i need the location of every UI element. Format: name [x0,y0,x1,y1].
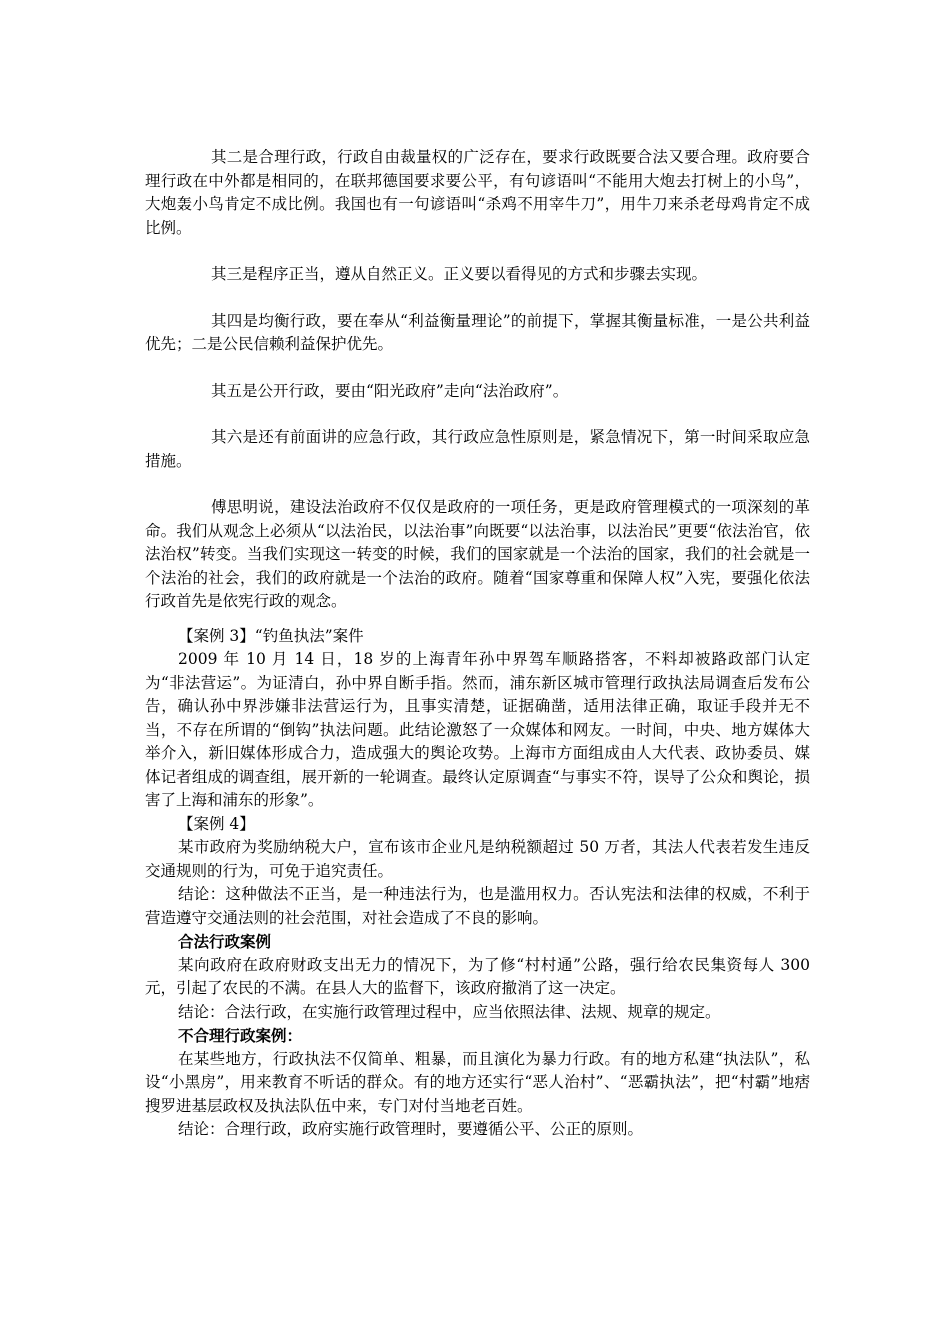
case4-heading: 【案例 4】 [178,814,255,833]
paragraph-balanced-administration: 其四是均衡行政，要在奉从“利益衡量理论”的前提下，掌握其衡量标准，一是公共利益优先；二是公民信赖利益保护优先。 [145,311,810,353]
paragraph-due-process: 其三是程序正当，遵从自然正义。正义要以看得见的方式和步骤去实现。 [211,265,708,283]
legal-case-body: 某向政府在政府财政支出无力的情况下，为了修“村村通”公路，强行给农民集资每人 300 元，引起了农民的不满。在县人大的监督下，该政府撤消了这一决定。 [145,955,810,997]
paragraph-reasonable-administration: 其二是合理行政，行政自由裁量权的广泛存在，要求行政既要合法又要合理。政府要合理行政在中外都是相同的，在联邦德国要求要公平，有句谚语叫“不能用大炮去打树上的小鸟”，大炮轰小鸟肯定不成比例。我国也有一句谚语叫“杀鸡不用宰牛刀”，用牛刀来杀老母鸡肯定不成比例。 [145,148,810,237]
legal-case-heading: 合法行政案例 [178,932,272,951]
paragraph-emergency-administration: 其六是还有前面讲的应急行政，其行政应急性原则是，紧急情况下，第一时间采取应急措施。 [145,428,810,470]
document-page [145,146,810,1142]
unreasonable-case-conclusion: 结论：合理行政，政府实施行政管理时，要遵循公平、公正的原则。 [178,1120,644,1138]
case4-body: 某市政府为奖励纳税大户，宣布该市企业凡是纳税额超过 50 万者，其法人代表若发生违反交通规则的行为，可免于追究责任。 [145,838,810,880]
unreasonable-case-body: 在某些地方，行政执法不仅简单、粗暴，而且演化为暴力行政。有的地方私建“执法队”，私设“小黑房”，用来教育不听话的群众。有的地方还实行“恶人治村”、“恶霸执法”，把“村霸”地痞搜罗进基层政权及执法队伍中来，专门对付当地老百姓。 [145,1049,810,1115]
case3-body: 2009 年 10 月 14 日，18 岁的上海青年孙中界驾车顺路搭客，不料却被路政部门认定为“非法营运”。为证清白，孙中界自断手指。然而，浦东新区城市管理行政执法局调查后发布公告，确认孙中界涉嫌非法营运行为，且事实清楚，证据确凿，适用法律正确，取证手段并无不当，不存在所谓的“倒钩”执法问题。此结论激怒了一众媒体和网友。一时间，中央、地方媒体大举介入，新旧媒体形成合力，造成强大的舆论攻势。上海市方面组成由人大代表、政协委员、媒体记者组成的调查组，展开新的一轮调查。最终认定原调查“与事实不符，误导了公众和舆论，损害了上海和浦东的形象”。 [145,650,810,809]
paragraph-fu-siming: 傅思明说，建设法治政府不仅仅是政府的一项任务，更是政府管理模式的一项深刻的革命。我们从观念上必须从“以法治民，以法治事”向既要“以法治事，以法治民”更要“依法治官，依法治权”转变。当我们实现这一转变的时候，我们的国家就是一个法治的国家，我们的社会就是一个法治的社会，我们的政府就是一个法治的政府。随着“国家尊重和保障人权”入宪，要强化依法行政首先是依宪行政的观念。 [145,498,810,610]
unreasonable-case-heading: 不合理行政案例： [178,1026,303,1045]
case3-heading: 【案例 3】“钓鱼执法”案件 [178,626,364,645]
legal-case-conclusion: 结论：合法行政，在实施行政管理过程中，应当依照法律、法规、规章的规定。 [178,1002,721,1021]
paragraph-open-administration: 其五是公开行政，要由“阳光政府”走向“法治政府”。 [211,381,569,400]
case4-conclusion: 结论：这种做法不正当，是一种违法行为，也是滥用权力。否认宪法和法律的权威，不利于营造遵守交通法则的社会范围，对社会造成了不良的影响。 [145,885,810,927]
